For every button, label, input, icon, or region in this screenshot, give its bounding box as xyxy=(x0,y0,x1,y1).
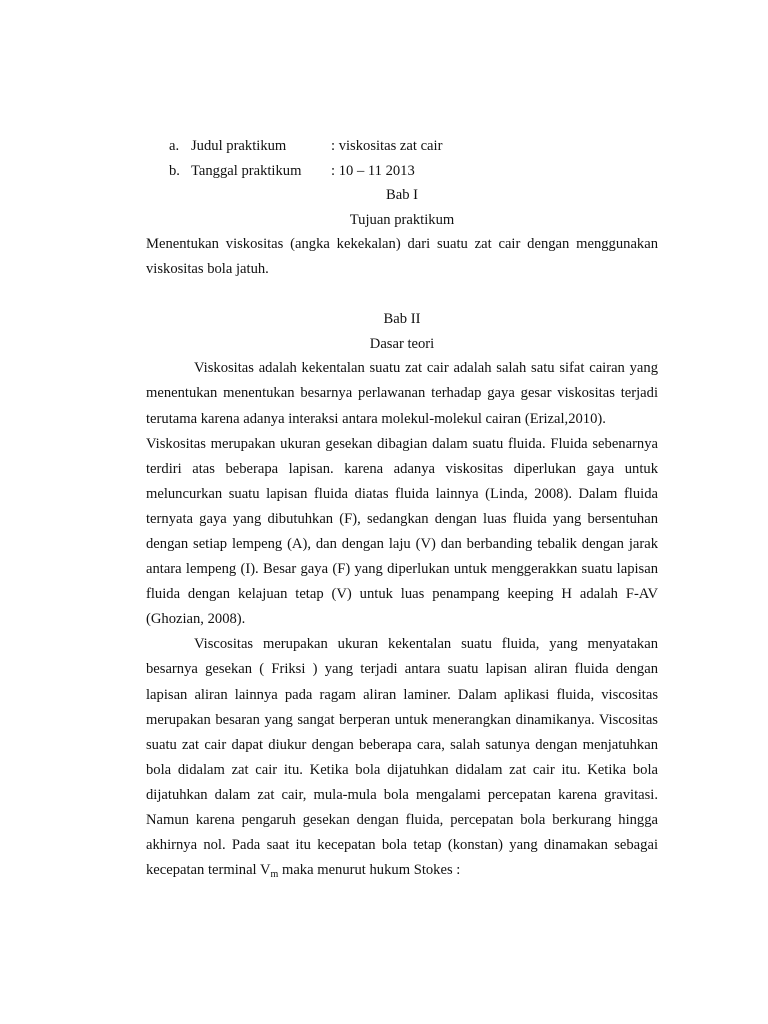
document-body xyxy=(146,134,658,883)
meta-value: : viskositas zat cair xyxy=(331,138,443,154)
meta-label: Tanggal praktikum xyxy=(191,162,302,179)
meta-letter: a. xyxy=(169,138,180,154)
paragraph-text: Viscositas merupakan ukuran kekentalan suatu fluida, yang menyatakan besarnya gesekan ( Friksi ) yang terjadi antara suatu lapisan aliran fluida dengan lapisan aliran lainnya pada ragam aliran laminer. Dalam aplikasi fluida, viscositas merupakan besaran yang sangat berperan untuk menerangkan dinamikanya. Viscositas suatu zat cair dapat diukur dengan beberapa cara, salah satunya dengan menjatuhkan bola didalam zat cair itu. Ketika bola dijatuhkan didalam zat cair itu. Ketika bola dijatuhkan dalam zat cair, mula-mula bola mengalami percepatan karena gravitasi. Namun karena pengaruh gesekan dengan fluida, percepatan bola berkurang hingga akhirnya nol. Pada saat itu kecepatan bola tetap (konstan) yang dinamakan sebagai kecepatan terminal V xyxy=(146,636,658,879)
spacer xyxy=(146,283,658,308)
chapter-heading-2: Bab II xyxy=(383,311,421,328)
theory-paragraph-1: Viskositas adalah kekentalan suatu zat cair adalah salah satu sifat cairan yang menentukan menentukan besarnya perlawanan terhadap gaya gesar viskositas terjadi terutama karena adanya interaksi antara molekul-molekul cairan (Erizal,2010). xyxy=(146,360,658,427)
paragraph-tail: maka menurut hukum Stokes : xyxy=(278,862,461,879)
meta-label: Judul praktikum xyxy=(191,138,287,154)
chapter-subheading-1: Tujuan praktikum xyxy=(349,211,455,228)
chapter-subheading-2: Dasar teori xyxy=(369,335,435,352)
subscript-m: m xyxy=(270,869,279,881)
meta-letter: b. xyxy=(169,162,180,179)
chapter-heading-1: Bab I xyxy=(385,187,419,204)
meta-value: : 10 – 11 2013 xyxy=(331,162,415,179)
objective-paragraph: Menentukan viskositas (angka kekekalan) dari suatu zat cair dengan menggunakan viskositas bola jatuh. xyxy=(146,236,658,278)
theory-paragraph-3 xyxy=(146,632,658,883)
meta-row-date xyxy=(146,159,658,184)
meta-row-title xyxy=(146,134,658,159)
theory-paragraph-2: Viskositas merupakan ukuran gesekan dibagian dalam suatu fluida. Fluida sebenarnya terdiri atas beberapa lapisan. karena adanya viskositas diperlukan gaya untuk meluncurkan suatu lapisan fluida diatas fluida lainnya (Linda, 2008). Dalam fluida ternyata gaya yang dibutuhkan (F), sedangkan dengan luas fluida yang bersentuhan dengan setiap lempeng (A), dan dengan laju (V) dan berbanding tebalik dengan jarak antara lempeng (I). Besar gaya (F) yang diperlukan untuk menggerakkan suatu lapisan fluida dengan kelajuan tetap (V) untuk luas penampang keeping H adalah F-AV (Ghozian, 2008). xyxy=(146,435,658,628)
